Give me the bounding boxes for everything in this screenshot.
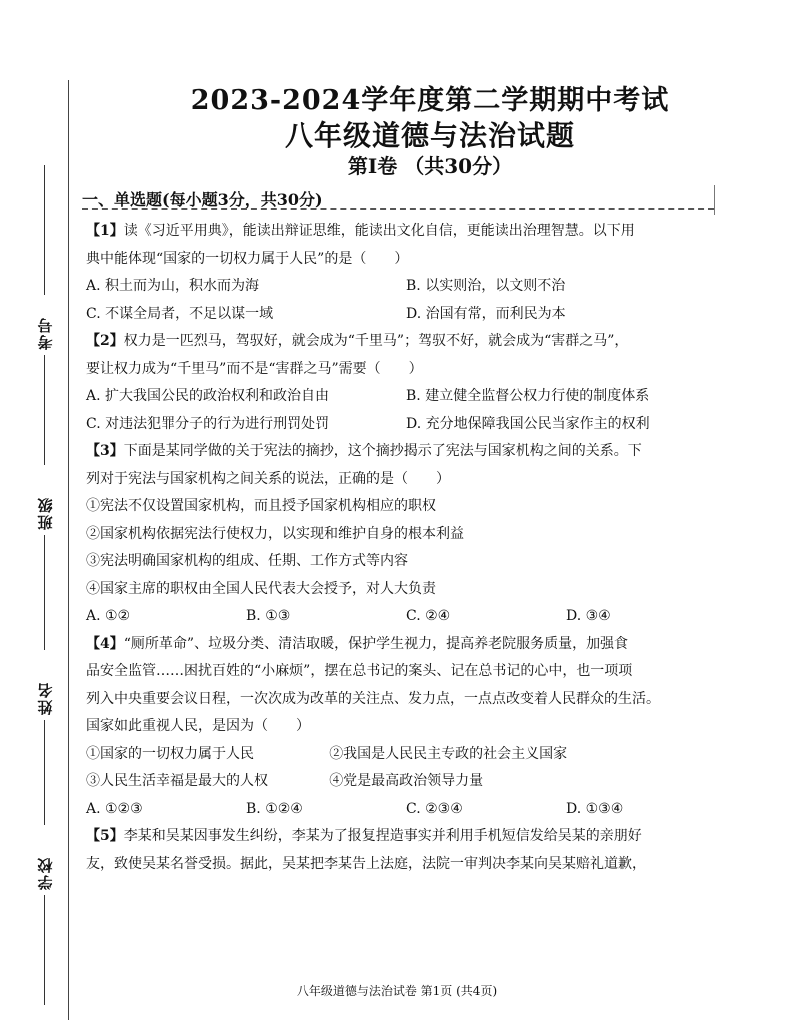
question-3-statement-1: ①宪法不仅设置国家机构，而且授予国家机构相应的职权 [86, 498, 436, 514]
question-1-options-row2 [86, 301, 726, 329]
exam-no-label: 考号 [36, 316, 55, 350]
question-4-option-b: B. ①②④ [246, 800, 303, 817]
question-2-option-c: C. 对违法犯罪分子的行为进行刑罚处罚 [86, 415, 330, 432]
question-4-option-d: D. ①③④ [566, 800, 624, 817]
name-rule [44, 535, 45, 650]
section-heading: 一、单选题(每小题3分，共30分) [82, 190, 323, 209]
question-2-option-b: B. 建立健全监督公权力行使的制度体系 [406, 388, 650, 404]
question-2-options-row1 [86, 383, 726, 411]
question-5-line [86, 823, 726, 851]
question-1-option-d: D. 治国有常，而利民为本 [406, 305, 566, 322]
question-4-text-cont-3: 国家如此重视人民，是因为（ ） [86, 718, 310, 734]
question-4-text: “厕所革命”、垃圾分类、清洁取暖，保护学生视力，提高养老院服务质量，加强食 [123, 635, 629, 652]
question-4-statement-1: ①国家的一切权力属于人民 [86, 745, 254, 762]
question-4-statements-row2 [86, 768, 726, 796]
question-4-statement-3: ③人民生活幸福是最大的人权 [86, 773, 268, 789]
question-3-option-a: A. ①② [86, 608, 131, 624]
question-3-text-cont: 列对于宪法与国家机构之间关系的说法，正确的是（ ） [86, 470, 450, 487]
question-4-option-c: C. ②③④ [406, 800, 463, 817]
question-3-statement-2: ②国家机构依据宪法行使权力，以实现和维护自身的根本利益 [86, 525, 464, 542]
question-4-statement-4: ④党是最高政治领导力量 [329, 773, 484, 789]
question-3-line [86, 438, 726, 466]
question-4-statements-row1 [86, 741, 726, 769]
question-3-number: 【3】 [86, 443, 124, 459]
question-2-text-cont: 要让权力成为“千里马”而不是“害群之马”需要（ ） [86, 360, 423, 377]
binding-line [68, 80, 69, 1020]
question-3-statement-4: ④国家主席的职权由全国人民代表大会授予，对人大负责 [86, 580, 436, 597]
question-5-text: 李某和吴某因事发生纠纷，李某为了报复捏造事实并利用手机短信发给吴某的亲朋好 [123, 828, 642, 844]
question-5-number: 【5】 [86, 828, 124, 844]
question-1-option-c: C. 不谋全局者，不足以谋一域 [86, 305, 274, 322]
exam-subtitle: 八年级道德与法治试题 [284, 119, 575, 152]
question-5-text-cont: 友，致使吴某名誉受损。据此，吴某把李某告上法庭，法院一审判决李某向吴某赔礼道歉， [86, 855, 646, 872]
question-3-statement-3: ③宪法明确国家机构的组成、任期、工作方式等内容 [86, 553, 408, 569]
right-margin-mark [714, 185, 715, 215]
question-1-options-row1 [86, 273, 726, 301]
question-1-text: 读《习近平用典》，能读出辩证思维，能读出文化自信，更能读出治理智慧。以下用 [123, 223, 635, 239]
questions-body [86, 218, 726, 878]
question-4-number: 【4】 [86, 635, 124, 652]
volume-title: 第Ⅰ卷 （共30分） [347, 154, 513, 178]
class-label: 班级 [36, 496, 55, 530]
question-3-option-d: D. ③④ [566, 608, 611, 624]
question-4-option-a: A. ①②③ [86, 800, 143, 817]
question-1-option-b: B. 以实则治，以文则不治 [406, 278, 566, 294]
question-1-number: 【1】 [86, 223, 124, 239]
question-1-option-a: A. 积土而为山，积水而为海 [86, 278, 260, 294]
question-2-number: 【2】 [86, 333, 124, 349]
page-footer: 八年级道德与法治试卷 第1页 (共4页) [296, 984, 498, 998]
question-4-options [86, 796, 726, 824]
question-2-option-d: D. 充分地保障我国公民当家作主的权利 [406, 415, 650, 432]
question-2-option-a: A. 扩大我国公民的政治权利和政治自由 [86, 388, 330, 404]
question-4-text-cont-1: 品安全监管……困扰百姓的“小麻烦”，摆在总书记的案头、记在总书记的心中，也一项项 [86, 663, 633, 679]
question-2-text: 权力是一匹烈马，驾驭好，就会成为“千里马”；驾驭不好，就会成为“害群之马”， [123, 333, 629, 349]
exam-no-rule [44, 165, 45, 295]
section-divider [82, 208, 714, 210]
question-4-statement-2: ②我国是人民民主专政的社会主义国家 [329, 745, 568, 762]
school-rule [44, 720, 45, 825]
name-label: 姓名 [36, 681, 55, 715]
question-1-text-cont: 典中能体现“国家的一切权力属于人民”的是（ ） [86, 250, 409, 267]
question-4-text-cont-2: 列入中央重要会议日程，一次次成为改革的关注点、发力点，一点点改变着人民群众的生活。 [86, 690, 660, 707]
question-4-line [86, 631, 726, 659]
question-3-option-b: B. ①③ [246, 608, 291, 624]
question-2-line [86, 328, 726, 356]
question-3-options [86, 603, 726, 631]
question-3-text: 下面是某同学做的关于宪法的摘抄，这个摘抄揭示了宪法与国家机构之间的关系。下 [123, 443, 642, 459]
question-2-options-row2 [86, 411, 726, 439]
class-rule [44, 355, 45, 465]
exam-title: 2023-2024学年度第二学期期中考试 [190, 85, 670, 116]
question-1-line [86, 218, 726, 246]
question-3-option-c: C. ②④ [406, 608, 451, 624]
school-label: 学校 [36, 856, 55, 890]
